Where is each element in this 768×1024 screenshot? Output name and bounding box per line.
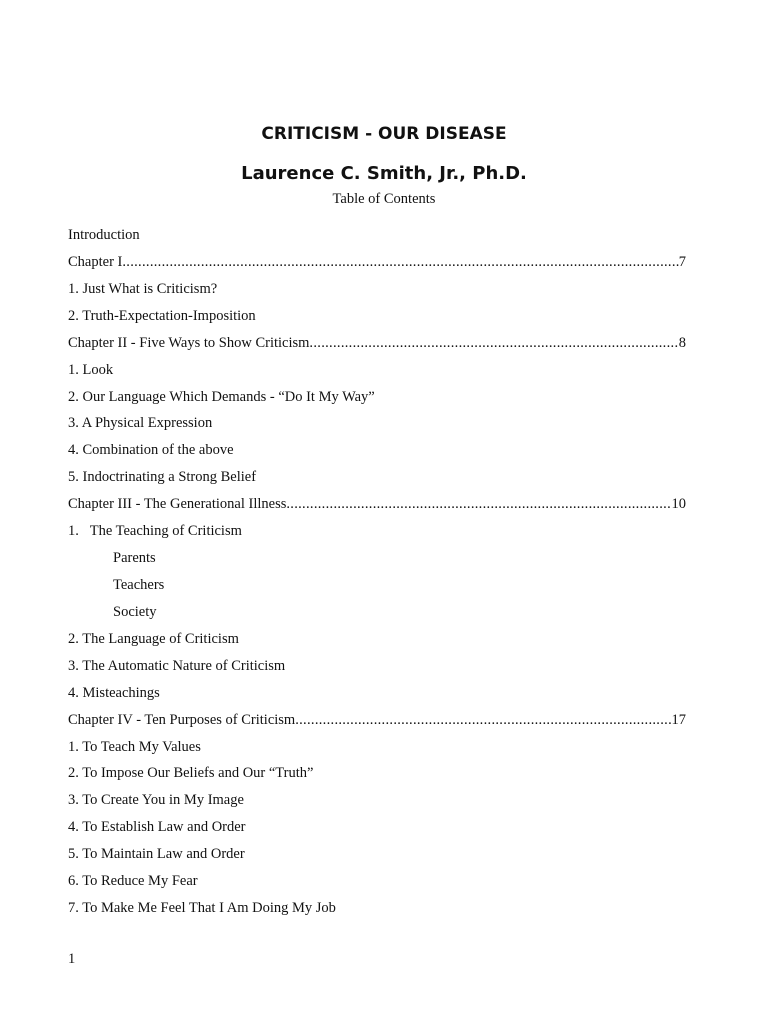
toc-entry-text: Teachers: [113, 576, 165, 593]
toc-entry: [68, 895, 686, 922]
toc-entry: [68, 437, 686, 464]
toc-entry-text: Chapter III - The Generational Illness: [68, 496, 287, 513]
toc-entry-text: 2. The Language of Criticism: [68, 630, 239, 647]
toc-entry-text: 3. The Automatic Nature of Criticism: [68, 657, 286, 674]
toc-entry: [68, 222, 686, 249]
page-number: 1: [68, 951, 76, 967]
toc-entry-text: 2. To Impose Our Beliefs and Our “Truth”: [68, 765, 314, 782]
toc-entry: [68, 760, 686, 787]
toc-page-number: 10: [671, 496, 686, 513]
toc-page-number: 7: [678, 253, 686, 270]
toc-entry-text: 1. Just What is Criticism?: [68, 280, 218, 297]
toc-entry: [68, 249, 686, 276]
toc-entry-text: 5. Indoctrinating a Strong Belief: [68, 469, 257, 486]
toc-heading: Table of Contents: [332, 191, 436, 207]
toc-entry-text: 7. To Make Me Feel That I Am Doing My Job: [68, 900, 336, 917]
document-title: CRITICISM - OUR DISEASE: [261, 124, 507, 144]
document-author: Laurence C. Smith, Jr., Ph.D.: [241, 163, 527, 184]
toc-dot-leader: [286, 491, 671, 518]
toc-entry: [68, 626, 686, 653]
toc-entry: [68, 491, 686, 518]
toc-entry: [68, 410, 686, 437]
toc-entry: [68, 734, 686, 761]
toc-entry-text: 5. To Maintain Law and Order: [68, 846, 245, 863]
toc-entry-text: 3. To Create You in My Image: [68, 792, 244, 809]
toc-entry: [68, 814, 686, 841]
toc-entry-text: Chapter II - Five Ways to Show Criticism: [68, 334, 310, 351]
toc-entry: [68, 303, 686, 330]
toc-entry: [68, 707, 686, 734]
toc-entry-text: Introduction: [68, 227, 140, 243]
toc-entry-text: Parents: [113, 550, 156, 567]
toc-page-number: 8: [678, 334, 686, 351]
toc-entry-text: 1. Look: [68, 361, 114, 378]
toc-dot-leader: [295, 707, 671, 734]
toc-entry-text: 4. To Establish Law and Order: [68, 819, 246, 836]
toc-entry: [68, 787, 686, 814]
toc-entry-text: 3. A Physical Expression: [68, 415, 213, 432]
toc-entry-text: 1. The Teaching of Criticism: [68, 523, 242, 540]
toc-entry-text: Society: [113, 603, 157, 620]
toc-entry-text: 4. Misteachings: [68, 684, 160, 701]
toc-entry: [68, 680, 686, 707]
toc-entry-text: 6. To Reduce My Fear: [68, 873, 198, 890]
toc-entry-text: Chapter I: [68, 253, 123, 270]
toc-entry: [68, 572, 686, 599]
table-of-contents: [68, 222, 686, 922]
toc-entry: [68, 464, 686, 491]
toc-entry: [68, 653, 686, 680]
toc-entry: [68, 868, 686, 895]
toc-dot-leader: [309, 330, 678, 357]
toc-dot-leader: [122, 249, 678, 276]
toc-entry-text: 4. Combination of the above: [68, 442, 234, 459]
toc-entry: [68, 357, 686, 384]
toc-entry-text: Chapter IV - Ten Purposes of Criticism: [68, 711, 296, 728]
toc-entry: [68, 545, 686, 572]
toc-entry: [68, 276, 686, 303]
toc-entry: [68, 518, 686, 545]
toc-entry: [68, 330, 686, 357]
toc-page-number: 17: [671, 711, 686, 728]
toc-entry: [68, 841, 686, 868]
toc-entry: [68, 384, 686, 411]
toc-entry-text: 2. Truth-Expectation-Imposition: [68, 307, 256, 324]
toc-entry-text: 1. To Teach My Values: [68, 738, 201, 755]
toc-entry: [68, 599, 686, 626]
toc-entry-text: 2. Our Language Which Demands - “Do It My Way”: [68, 388, 375, 405]
